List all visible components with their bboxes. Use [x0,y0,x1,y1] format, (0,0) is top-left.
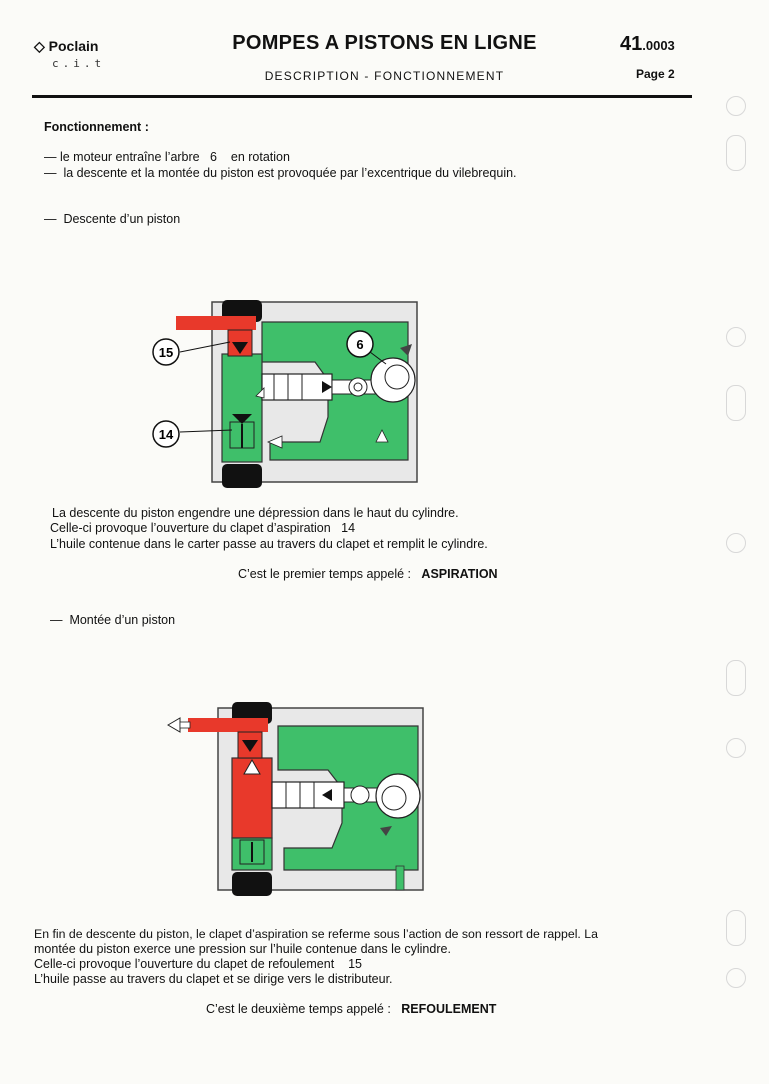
section-line-2: — la descente et la montée du piston est provoquée par l’excentrique du vilebrequin. [44,166,517,180]
montee-conclusion [206,1002,496,1016]
descente-para-1: La descente du piston engendre une dépression dans le haut du cylindre. [52,506,459,520]
conclusion-term: ASPIRATION [421,567,498,581]
callout-14-label: 14 [158,427,174,442]
binder-hole [726,96,746,116]
bottom-cap [232,872,272,896]
piston [272,782,344,808]
piston [262,374,332,400]
binder-hole [726,533,746,553]
montee-heading: — Montée d’un piston [50,613,176,627]
montee-para-3: Celle-ci provoque l’ouverture du clapet de refoulement 15 [34,957,362,971]
doc-number-main: 41 [620,33,643,55]
descente-para-2: Celle-ci provoque l’ouverture du clapet d’aspiration 14 [50,521,356,535]
binder-hole [726,660,746,696]
conclusion-prefix: C’est le deuxième temps appelé : [206,1002,391,1016]
montee-diagram [160,698,430,898]
binder-hole [726,327,746,347]
descente-conclusion [238,567,498,581]
binder-hole [726,738,746,758]
outflow-arrow-icon [168,718,180,732]
descente-para-3: L’huile contenue dans le carter passe au travers du clapet et remplit le cylindre. [50,537,488,551]
discharge-pipe [176,316,256,330]
document-number [620,33,675,56]
header-divider [32,95,692,98]
bottom-cap [222,464,262,488]
conclusion-prefix: C’est le premier temps appelé : [238,567,411,581]
section-line-1: — le moteur entraîne l’arbre 6 en rotation [44,150,290,164]
page-number: Page 2 [636,67,675,81]
doc-number-sub: .0003 [642,38,675,53]
discharge-pipe [188,718,268,732]
montee-para-2: montée du piston exerce une pression sur l’huile contenue dans le cylindre. [34,942,451,956]
binder-hole [726,968,746,988]
montee-para-4: L’huile passe au travers du clapet et se dirige vers le distributeur. [34,972,393,986]
logo-text: Poclain [48,38,99,54]
binder-hole [726,135,746,171]
rod-pin [351,786,369,804]
section-heading: Fonctionnement : [44,120,149,134]
descente-heading: — Descente d’un piston [44,212,181,226]
drain-channel [396,866,404,890]
page-subtitle: DESCRIPTION - FONCTIONNEMENT [264,69,505,83]
page-title: POMPES A PISTONS EN LIGNE [232,32,537,54]
descente-diagram [150,292,435,492]
diamond-logo-icon: ◇ [34,38,45,54]
binder-hole [726,385,746,421]
callout-15-label: 15 [158,345,174,360]
callout-6-label: 6 [356,337,364,352]
montee-para-1: En fin de descente du piston, le clapet d’aspiration se referme sous l’action de son ressort de rappel. La [34,927,598,941]
logo-subtext: c.i.t [52,57,106,70]
conclusion-term: REFOULEMENT [401,1002,497,1016]
binder-hole [726,910,746,946]
